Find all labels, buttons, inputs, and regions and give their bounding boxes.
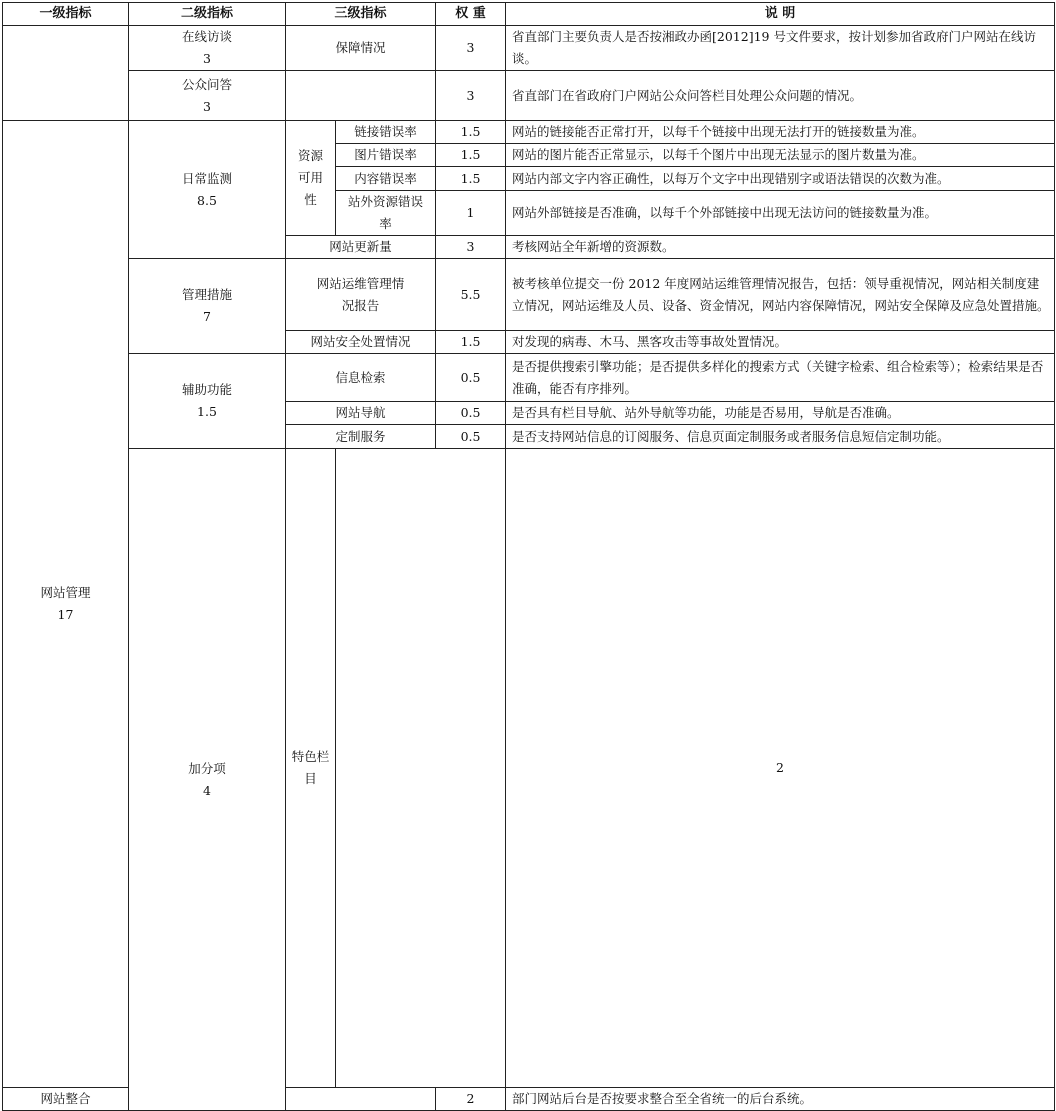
- description-cell: 网站的图片能否正常显示，以每千个图片中出现无法显示的图片数量为准。: [506, 144, 1055, 167]
- weight-cell: 1.5: [436, 121, 506, 144]
- resource-availability-group: 资源可用性: [286, 121, 336, 236]
- header-weight: 权 重: [436, 3, 506, 26]
- table-row: [3, 449, 1055, 1088]
- description-cell: 是否提供搜索引擎功能；是否提供多样化的搜索方式（关键字检索、组合检索等）；检索结果是否准确，能否有序排列。: [506, 354, 1055, 402]
- level3-image-error: 图片错误率: [336, 144, 436, 167]
- level1-empty-cell: [3, 26, 129, 121]
- level2-public-qa: [129, 71, 286, 121]
- level3-security-handling: 网站安全处置情况: [286, 331, 436, 354]
- weight-cell: 0.5: [436, 354, 506, 402]
- level1-site-management: [3, 121, 129, 1088]
- table-row: [3, 354, 1055, 402]
- level3-search: 信息检索: [286, 354, 436, 402]
- weight-cell: 3: [436, 71, 506, 121]
- description-cell: 考核网站全年新增的资源数。: [506, 236, 1055, 259]
- description-cell: 省直部门在省政府门户网站公众问答栏目处理公众问题的情况。: [506, 71, 1055, 121]
- level2-auxiliary-functions: [129, 354, 286, 449]
- weight-cell: 3: [436, 236, 506, 259]
- table-row: [3, 71, 1055, 121]
- weight-cell: 1.5: [436, 144, 506, 167]
- table-row: [3, 121, 1055, 144]
- level2-score: 3: [203, 98, 211, 114]
- level2-score: 1.5: [197, 404, 217, 419]
- level2-online-interview: [129, 26, 286, 71]
- header-row: [3, 3, 1055, 26]
- description-cell: 对发现的病毒、木马、黑客攻击等事故处置情况。: [506, 331, 1055, 354]
- level2-name: 公众问答: [181, 76, 232, 92]
- level2-score: 7: [203, 309, 211, 324]
- level3-external-error: 站外资源错误率: [336, 191, 436, 236]
- description-cell: 部门网站后台是否按要求整合至全省统一的后台系统。: [506, 1088, 1055, 1111]
- description-cell: 是否具有栏目导航、站外导航等功能，功能是否易用，导航是否准确。: [506, 402, 1055, 425]
- level2-score: 8.5: [197, 192, 217, 208]
- header-level3: 三级指标: [286, 3, 436, 26]
- table-row: [3, 26, 1055, 71]
- level3-empty-cell: [336, 449, 506, 1088]
- weight-cell: 1.5: [436, 331, 506, 354]
- level1-name: 加分项: [188, 760, 226, 776]
- level3-empty-cell: [286, 71, 436, 121]
- weight-cell: 0.5: [436, 402, 506, 425]
- description-cell: 被考核单位提交一份 2012 年度网站运维管理情况报告，包括：领导重视情况，网站相关制度建立情况，网站运维及人员、设备、资金情况，网站内容保障情况，网站安全保障及应急处置措施。: [506, 259, 1055, 331]
- weight-cell: 0.5: [436, 425, 506, 449]
- level2-featured-column: 特色栏目: [286, 449, 336, 1088]
- level2-name: 在线访谈: [181, 29, 232, 44]
- level1-bonus: [129, 449, 286, 1111]
- level2-name: 管理措施: [181, 287, 232, 302]
- level3-custom-service: 定制服务: [286, 425, 436, 449]
- header-level2: 二级指标: [129, 3, 286, 26]
- weight-cell: 1.5: [436, 167, 506, 191]
- level2-score: 3: [203, 51, 211, 66]
- level3-navigation: 网站导航: [286, 402, 436, 425]
- weight-cell: 2: [436, 1088, 506, 1111]
- level3-link-error: 链接错误率: [336, 121, 436, 144]
- level2-name: 辅助功能: [181, 382, 232, 397]
- description-cell: 是否支持网站信息的订阅服务、信息页面定制服务或者服务信息短信定制功能。: [506, 425, 1055, 449]
- level3-ops-report: 网站运维管理情况报告: [286, 259, 436, 331]
- description-cell: 省直部门主要负责人是否按湘政办函[2012]19 号文件要求，按计划参加省政府门户网站在线访谈。: [506, 26, 1055, 71]
- header-description: 说 明: [506, 3, 1055, 26]
- level2-name: 日常监测: [181, 170, 232, 186]
- description-cell: 网站内部文字内容正确性，以每万个文字中出现错别字或语法错误的次数为准。: [506, 167, 1055, 191]
- evaluation-table: [2, 2, 1055, 1111]
- level2-daily-monitoring: [129, 121, 286, 259]
- table-row: [3, 259, 1055, 331]
- weight-cell: 1: [436, 191, 506, 236]
- header-level1: 一级指标: [3, 3, 129, 26]
- level1-score: 4: [203, 782, 211, 798]
- description-cell: 网站的链接能否正常打开，以每千个链接中出现无法打开的链接数量为准。: [506, 121, 1055, 144]
- level3-update-volume: 网站更新量: [286, 236, 436, 259]
- level3-content-error: 内容错误率: [336, 167, 436, 191]
- level1-score: 17: [57, 607, 74, 622]
- weight-cell: 3: [436, 26, 506, 71]
- description-cell: 网站外部链接是否准确，以每千个外部链接中出现无法访问的链接数量为准。: [506, 191, 1055, 236]
- level1-name: 网站管理: [40, 585, 91, 600]
- weight-cell: 5.5: [436, 259, 506, 331]
- level3-guarantee: 保障情况: [286, 26, 436, 71]
- level3-empty-cell: [286, 1088, 436, 1111]
- level2-management-measures: [129, 259, 286, 354]
- level2-site-integration: 网站整合: [3, 1088, 129, 1111]
- weight-cell: 2: [506, 449, 1055, 1088]
